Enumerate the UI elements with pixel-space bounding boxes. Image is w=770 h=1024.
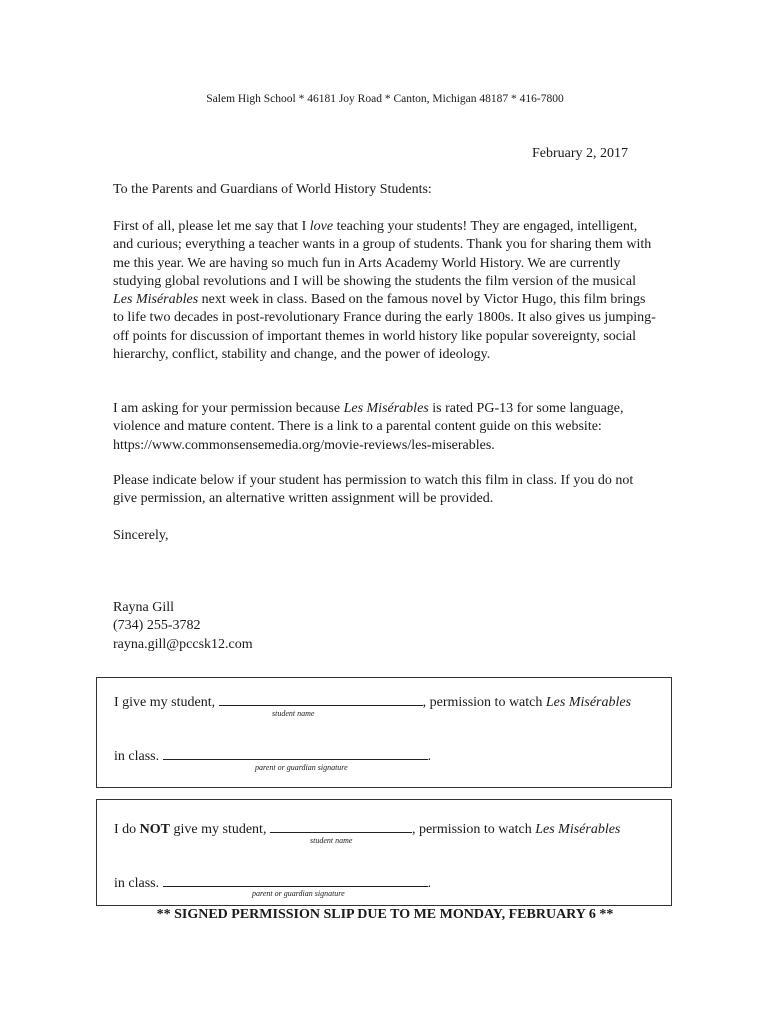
letter-date: February 2, 2017 [531,146,628,161]
p1-emphasis-love: love [309,219,334,234]
denied-film-title: Les Misérables [535,822,621,837]
p2-text-c: is rated PG-13 for some language, violence and mature content. There is a link to a parental content guide on this website: https://www.commonsensemedia.org/movie-reviews/les-miserables. [113,401,624,453]
granted-signature-field[interactable] [163,745,428,760]
granted-line-2 [114,745,431,765]
denied-line2-prefix: in class. [114,876,163,891]
p2-text-a: I am asking for your permission because [113,401,344,416]
denied-prefix-1: I do [114,822,140,837]
p1-text-e: next week in class. Based on the famous novel by Victor Hugo, this film brings to life two decades in post-revolutionary France during the early 1800s. It also gives us jumping-off points for discussion of important themes in world history like popular sovereignty, social hierarchy, conflict, stability and change, and the power of ideology. [113,292,656,363]
granted-suffix: , permission to watch [422,695,546,710]
denied-caption-student-name: student name [310,836,353,845]
due-notice: ** SIGNED PERMISSION SLIP DUE TO ME MONDAY, FEBRUARY 6 ** [156,907,614,922]
denied-signature-field[interactable] [163,872,428,887]
p1-film-title: Les Misérables [113,292,199,308]
p1-text-c: teaching your students! They are engaged, intelligent, and curious; everything a teacher wants in a group of students. Thank you for sharing them with me this year. We are having so much fun in Arts Academy World History. We are currently studying global revolutions and I will be showing the students the film version of the musical [113,219,652,289]
p2-film-title: Les Misérables [343,401,429,416]
denied-not-emphasis: NOT [139,822,171,837]
teacher-phone: (734) 255-3782 [113,618,201,634]
closing: Sincerely, [113,528,169,543]
granted-caption-student-name: student name [272,709,315,718]
paragraph-permission [113,400,658,455]
signature-block [113,599,253,654]
denied-student-name-field[interactable] [270,818,412,833]
denied-line-1 [114,818,620,838]
denied-caption-signature: parent or guardian signature [252,889,345,898]
granted-line-1 [114,691,631,711]
granted-caption-signature: parent or guardian signature [255,763,348,772]
permission-denied-box [96,799,672,906]
p1-text-a: First of all, please let me say that I [113,219,310,234]
salutation: To the Parents and Guardians of World History Students: [113,182,432,197]
paragraph-intro [113,218,658,364]
paragraph-instructions: Please indicate below if your student has permission to watch this film in class. If you do not give permission, an alternative written assignment will be provided. [113,473,634,507]
permission-granted-box [96,677,672,788]
denied-suffix: , permission to watch [411,822,536,837]
denied-line2-suffix: . [427,876,432,891]
granted-line2-suffix: . [427,749,432,764]
teacher-email: rayna.gill@pccsk12.com [113,636,253,652]
teacher-name: Rayna Gill [113,600,175,615]
granted-prefix: I give my student, [114,695,219,710]
granted-line2-prefix: in class. [114,749,163,764]
granted-student-name-field[interactable] [219,691,423,706]
denied-prefix-2: give my student, [170,822,270,837]
school-header: Salem High School * 46181 Joy Road * Canton, Michigan 48187 * 416-7800 [206,93,564,105]
granted-film-title: Les Misérables [545,695,632,710]
